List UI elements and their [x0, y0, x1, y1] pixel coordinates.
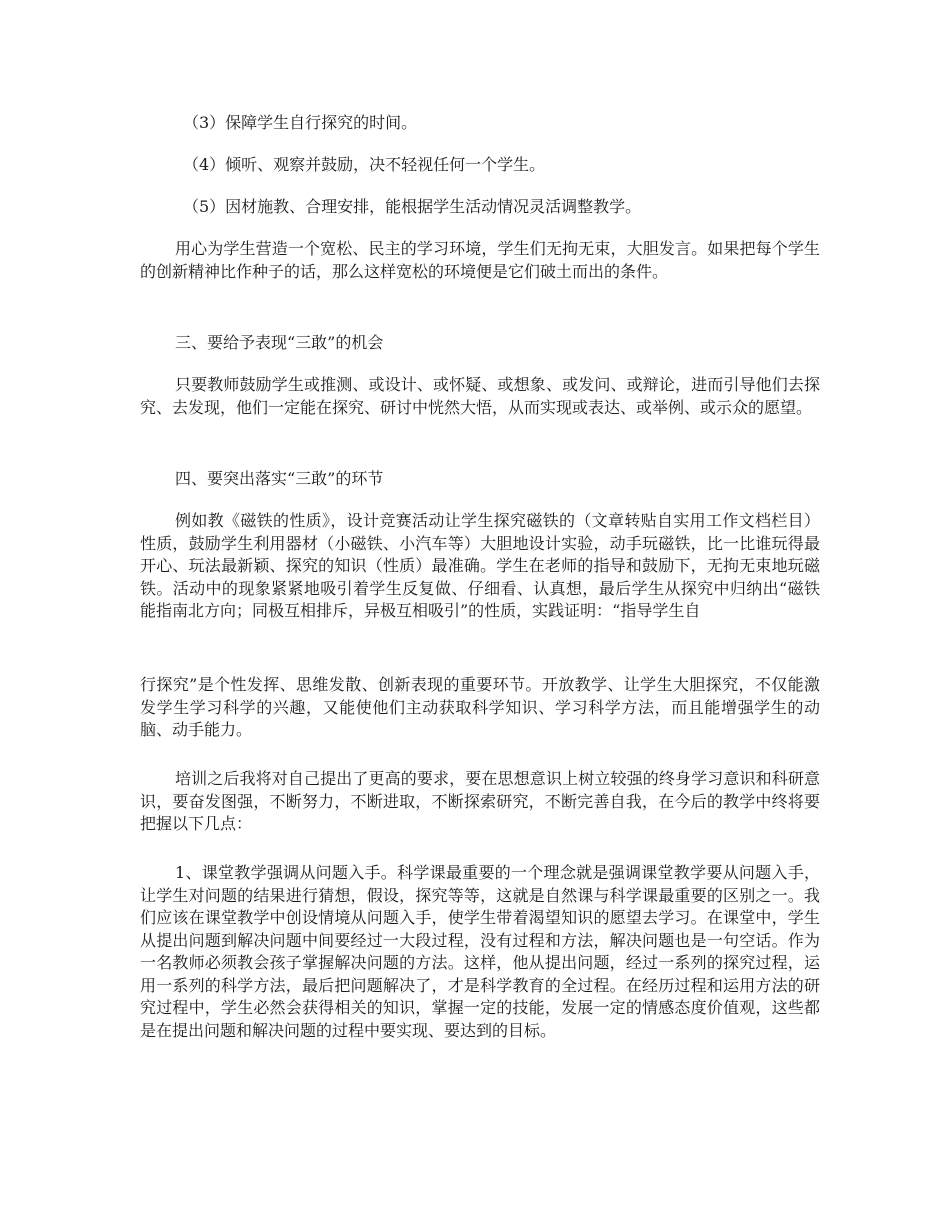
- list-item-3: （3）保障学生自行探究的时间。: [183, 113, 418, 132]
- list-item-1: 1、课堂教学强调从问题入手。科学课最重要的一个理念就是强调课堂教学要从问题入手，让学生对问题的结果进行猜想，假设，探究等等，这就是自然课与科学课最重要的区别之一。我们应该在课堂教学中创设情境从问题入手，使学生带着渴望知识的愿望去学习。在课堂中，学生从提出问题到解决问题中间要经过一大段过程，没有过程和方法，解决问题也是一句空话。作为一名教师必须教会孩子掌握解决问题的方法。这样，他从提出问题，经过一系列的探究过程，运用一系列的科学方法，最后把问题解决了，才是科学教育的全过程。在经历过程和运用方法的研究过程中，学生必然会获得相关的知识，掌握一定的技能，发展一定的情感态度价值观，这些都是在提出问题和解决问题的过程中要实现、要达到的目标。: [140, 863, 820, 1040]
- body-paragraph: 只要教师鼓励学生或推测、或设计、或怀疑、或想象、或发问、或辩论，进而引导他们去探究、去发现，他们一定能在探究、研讨中恍然大悟，从而实现或表达、或举例、或示众的愿望。: [140, 375, 820, 417]
- body-paragraph: 用心为学生营造一个宽松、民主的学习环境，学生们无拘无束，大胆发言。如果把每个学生的创新精神比作种子的话，那么这样宽松的环境便是它们破土而出的条件。: [140, 239, 820, 281]
- body-paragraph: 培训之后我将对自己提出了更高的要求，要在思想意识上树立较强的终身学习意识和科研意识，要奋发图强，不断努力，不断进取，不断探索研究，不断完善自我，在今后的教学中终将要把握以下几点：: [140, 769, 820, 833]
- body-paragraph: 行探究”是个性发挥、思维发散、创新表现的重要环节。开放教学、让学生大胆探究，不仅能激发学生学习科学的兴趣，又能使他们主动获取科学知识、学习科学方法，而且能增强学生的动脑、动手能力。: [140, 675, 820, 739]
- body-paragraph: 例如教《磁铁的性质》，设计竞赛活动让学生探究磁铁的（文章转贴自实用工作文档栏目）性质，鼓励学生利用器材（小磁铁、小汽车等）大胆地设计实验，动手玩磁铁，比一比谁玩得最开心、玩法最新颖、探究的知识（性质）最准确。学生在老师的指导和鼓励下，无拘无束地玩磁铁。活动中的现象紧紧地吸引着学生反复做、仔细看、认真想，最后学生从探究中归纳出“磁铁能指南北方向；同极互相排斥，异极互相吸引”的性质，实践证明：“指导学生自: [140, 511, 820, 620]
- section-heading-3: 三、要给予表现“三敢”的机会: [175, 333, 384, 352]
- list-item-4: （4）倾听、观察并鼓励，决不轻视任何一个学生。: [183, 155, 546, 174]
- list-item-5: （5）因材施教、合理安排，能根据学生活动情况灵活调整教学。: [183, 197, 642, 216]
- section-heading-4: 四、要突出落实“三敢”的环节: [175, 469, 384, 488]
